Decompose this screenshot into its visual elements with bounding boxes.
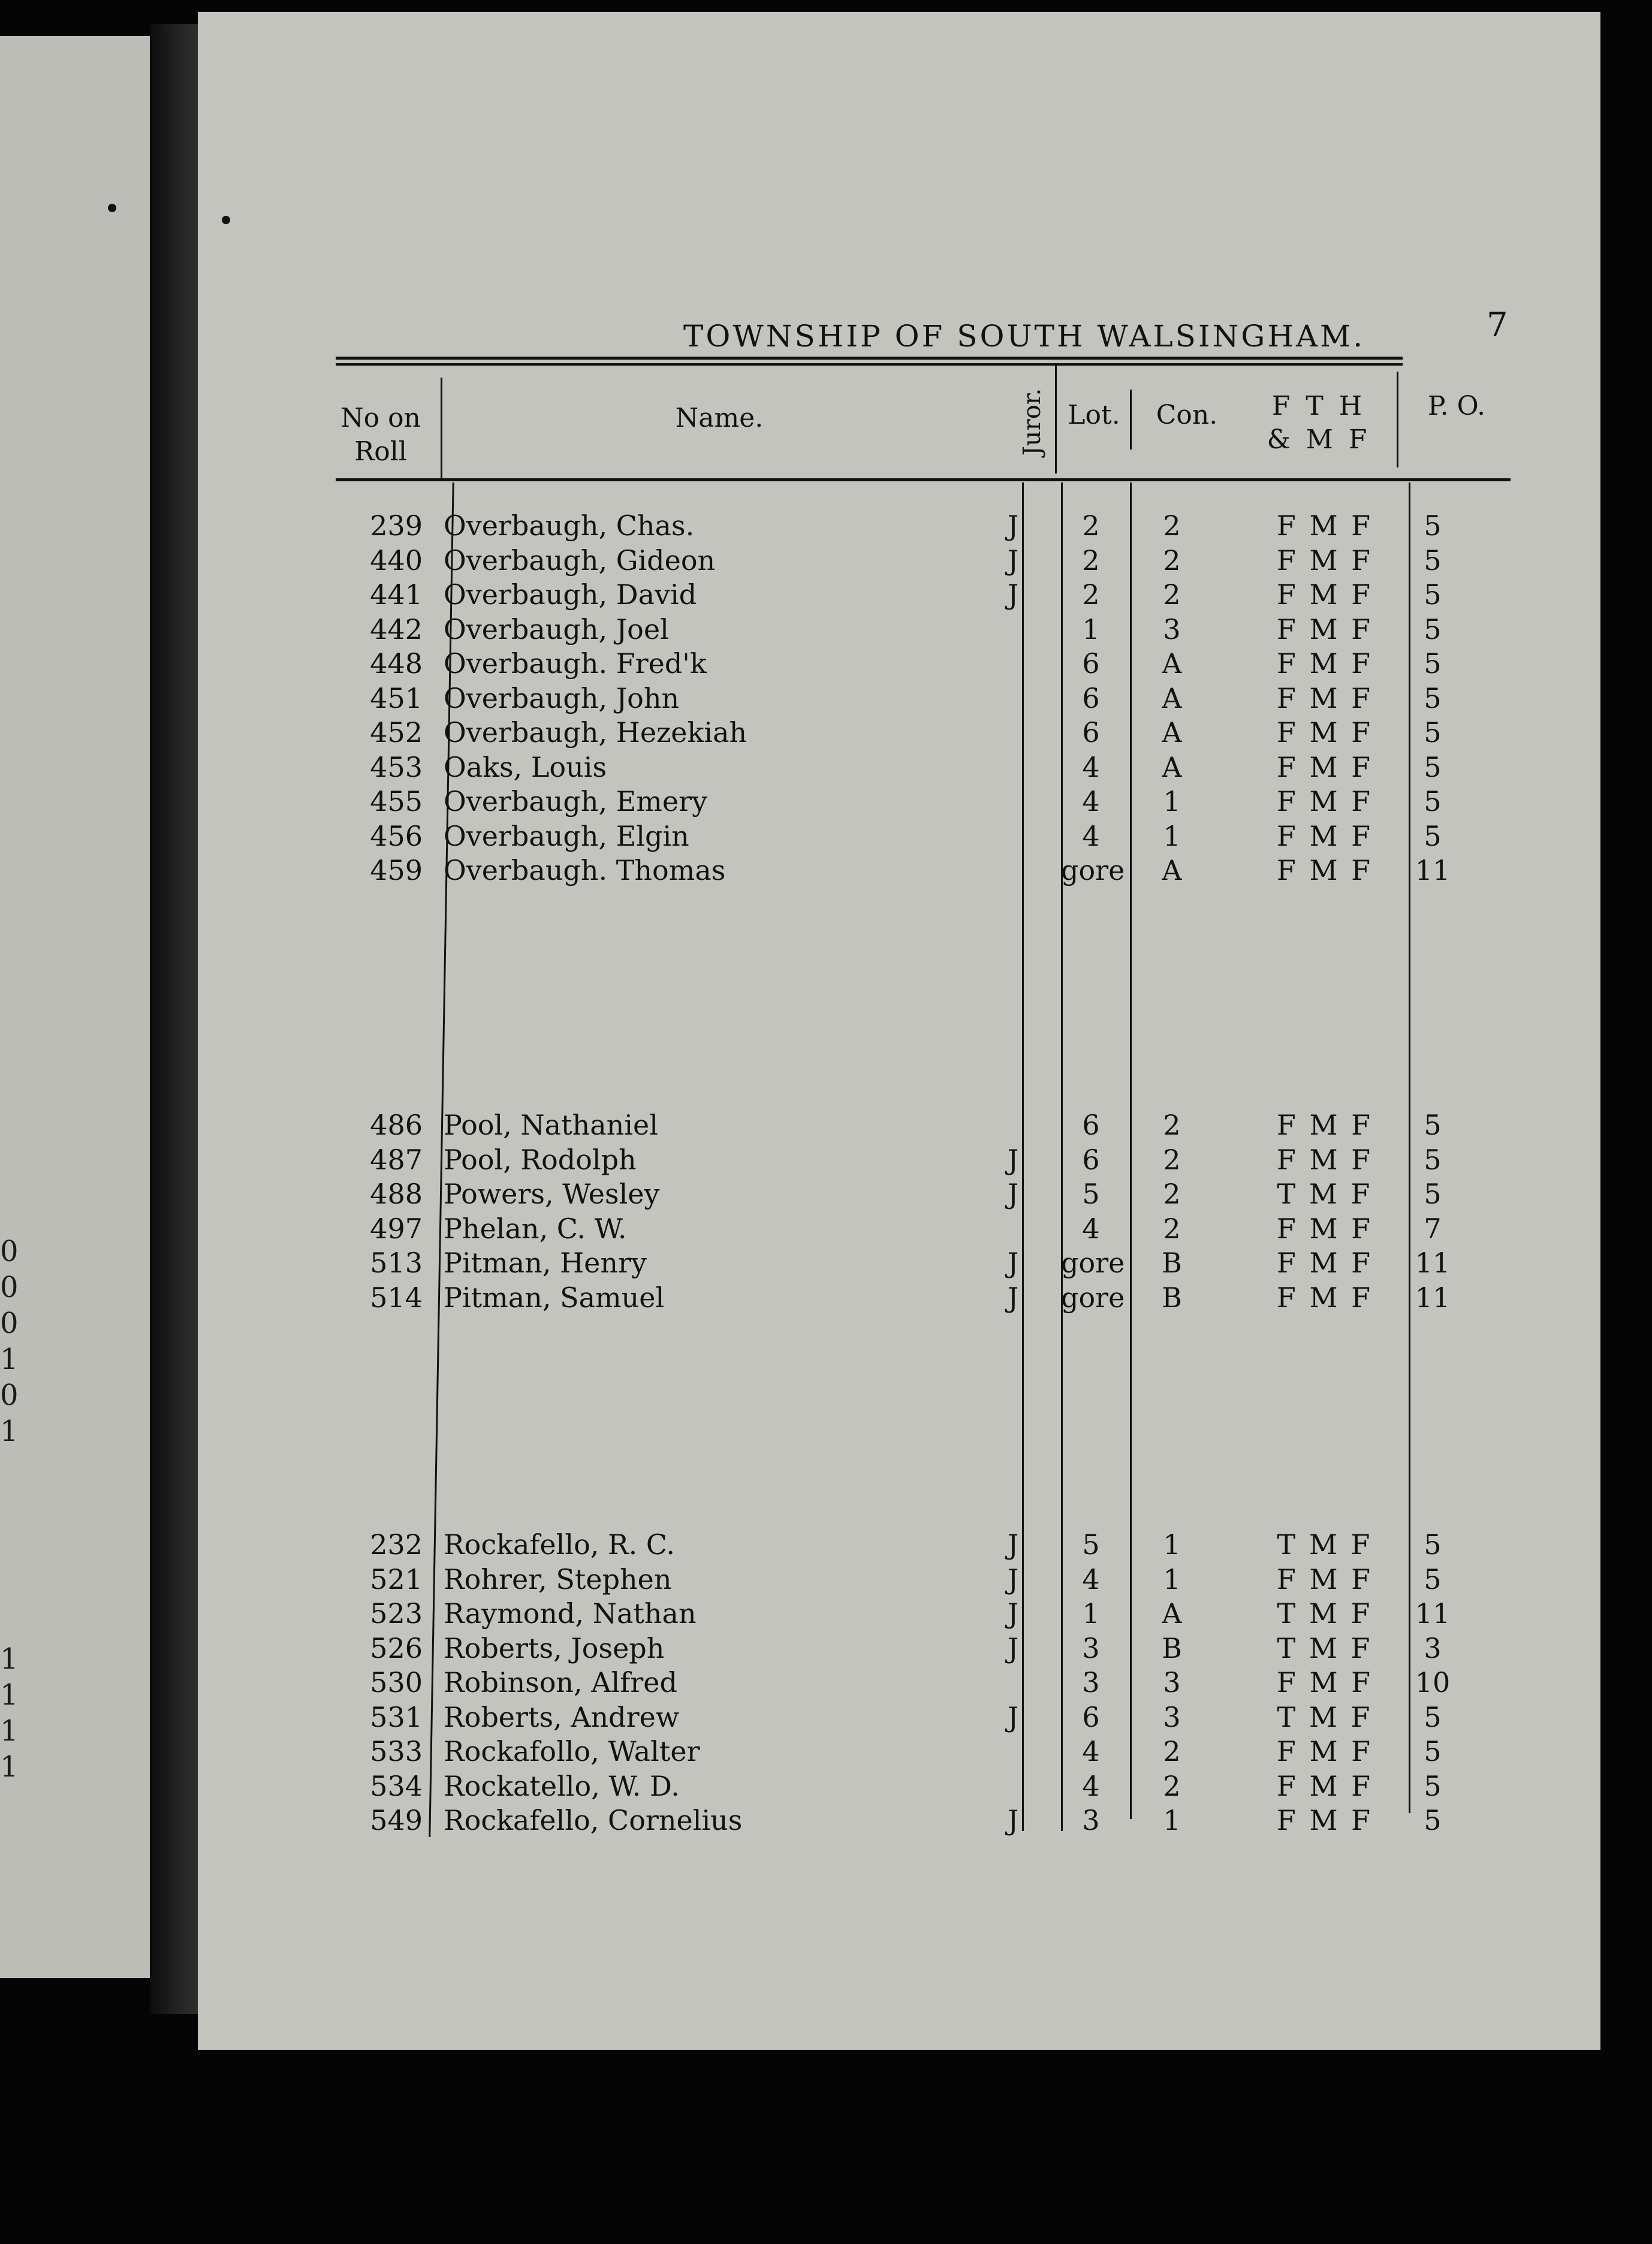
cell-fth: F M F	[1276, 509, 1373, 542]
cell-fth: T M F	[1277, 1597, 1373, 1630]
cell-lot: 6	[1082, 1109, 1100, 1141]
cell-juror: J	[1007, 1804, 1019, 1836]
cell-con: 2	[1163, 578, 1181, 611]
column-header-fth: F T H & M F	[1267, 391, 1371, 455]
cell-roll: 488	[370, 1178, 423, 1210]
cell-fth: F M F	[1276, 1563, 1373, 1595]
cell-con: 2	[1163, 1212, 1181, 1245]
cell-lot: gore	[1061, 1247, 1125, 1279]
cell-roll: 440	[370, 544, 423, 577]
page-title: TOWNSHIP OF SOUTH WALSINGHAM.	[683, 319, 1365, 354]
cell-lot: 1	[1082, 1597, 1100, 1630]
cell-roll: 526	[370, 1631, 423, 1664]
cell-name: Rockafollo, Walter	[444, 1735, 700, 1768]
table-row	[198, 1735, 1600, 1769]
cell-fth: T M F	[1277, 1631, 1373, 1664]
cell-name: Pool, Nathaniel	[444, 1109, 658, 1141]
table-row	[198, 785, 1600, 819]
cell-lot: 4	[1082, 1735, 1100, 1768]
cell-fth: F M F	[1276, 1666, 1373, 1699]
header-rule	[336, 478, 1511, 481]
cell-po: 5	[1424, 750, 1442, 783]
cell-fth: T M F	[1277, 1528, 1373, 1561]
cell-con: 1	[1163, 1804, 1181, 1836]
register-page	[198, 12, 1600, 2050]
cell-roll: 514	[370, 1281, 423, 1314]
cell-lot: 6	[1082, 1700, 1100, 1733]
cell-con: 2	[1163, 1769, 1181, 1802]
cell-con: 2	[1163, 1735, 1181, 1768]
cell-lot: 3	[1082, 1804, 1100, 1836]
cell-name: Roberts, Joseph	[444, 1631, 665, 1664]
table-row	[198, 613, 1600, 647]
cell-juror: J	[1007, 544, 1019, 577]
cell-roll: 452	[370, 716, 423, 749]
cell-fth: F M F	[1276, 1212, 1373, 1245]
cell-con: 2	[1163, 544, 1181, 577]
table-row	[198, 1804, 1600, 1838]
table-row	[198, 716, 1600, 750]
ink-speck	[108, 204, 116, 212]
ink-speck	[222, 216, 230, 224]
cell-po: 7	[1424, 1212, 1442, 1245]
cell-name: Robinson, Alfred	[444, 1666, 677, 1699]
cell-po: 5	[1424, 1700, 1442, 1733]
cell-fth: F M F	[1276, 647, 1373, 680]
cell-lot: 3	[1082, 1631, 1100, 1664]
cell-po: 5	[1424, 1804, 1442, 1836]
cell-name: Oaks, Louis	[444, 750, 607, 783]
cell-roll: 486	[370, 1109, 423, 1141]
cell-name: Overbaugh, Emery	[444, 785, 708, 818]
cell-fth: F M F	[1276, 1109, 1373, 1141]
cell-fth: F M F	[1276, 1804, 1373, 1836]
column-header-po: P. O.	[1427, 391, 1486, 421]
cell-con: B	[1162, 1247, 1182, 1279]
cell-con: 1	[1163, 785, 1181, 818]
table-row	[198, 1109, 1600, 1142]
cell-roll: 239	[370, 509, 423, 542]
cell-name: Rohrer, Stephen	[444, 1563, 672, 1595]
cell-roll: 513	[370, 1247, 423, 1279]
table-row	[198, 751, 1600, 785]
cell-roll: 456	[370, 819, 423, 852]
cell-roll: 521	[370, 1563, 423, 1595]
cell-name: Rockafello, Cornelius	[444, 1804, 743, 1836]
cell-roll: 534	[370, 1769, 423, 1802]
cell-lot: gore	[1061, 1281, 1125, 1314]
cell-juror: J	[1007, 1178, 1019, 1210]
header-divider	[1130, 390, 1132, 450]
cell-lot: 4	[1082, 785, 1100, 818]
title-rule-top	[336, 357, 1403, 360]
cell-fth: F M F	[1276, 1769, 1373, 1802]
cell-po: 10	[1415, 1666, 1451, 1699]
cell-juror: J	[1007, 1281, 1019, 1314]
cell-po: 5	[1424, 1109, 1442, 1141]
cell-po: 11	[1415, 1247, 1451, 1279]
cell-con: 2	[1163, 1143, 1181, 1176]
cell-name: Pitman, Henry	[444, 1247, 647, 1279]
cell-roll: 442	[370, 613, 423, 646]
header-divider	[1397, 372, 1398, 468]
table-row	[198, 509, 1600, 543]
table-row	[198, 1144, 1600, 1177]
cell-juror: J	[1007, 1700, 1019, 1733]
table-row	[198, 647, 1600, 681]
adjacent-page-mark: 0	[0, 1379, 19, 1412]
cell-juror: J	[1007, 1597, 1019, 1630]
cell-roll: 487	[370, 1143, 423, 1176]
cell-roll: 497	[370, 1212, 423, 1245]
table-row	[198, 854, 1600, 888]
cell-po: 5	[1424, 578, 1442, 611]
cell-po: 5	[1424, 1143, 1442, 1176]
table-row	[198, 1247, 1600, 1280]
cell-lot: 6	[1082, 647, 1100, 680]
cell-roll: 530	[370, 1666, 423, 1699]
table-row	[198, 1528, 1600, 1562]
adjacent-page-mark: 0	[0, 1307, 19, 1340]
header-divider	[441, 378, 442, 479]
cell-po: 5	[1424, 1178, 1442, 1210]
cell-con: A	[1162, 681, 1182, 714]
cell-name: Overbaugh, Chas.	[444, 509, 695, 542]
cell-con: 2	[1163, 509, 1181, 542]
adjacent-page-mark: 0	[0, 1271, 19, 1304]
cell-con: A	[1162, 854, 1182, 886]
cell-name: Overbaugh, Hezekiah	[444, 716, 747, 749]
cell-fth: F M F	[1276, 1247, 1373, 1279]
cell-roll: 455	[370, 785, 423, 818]
cell-con: A	[1162, 647, 1182, 680]
cell-juror: J	[1007, 509, 1019, 542]
cell-po: 5	[1424, 1735, 1442, 1768]
cell-fth: F M F	[1276, 578, 1373, 611]
cell-lot: 2	[1082, 578, 1100, 611]
cell-lot: 4	[1082, 1563, 1100, 1595]
cell-name: Roberts, Andrew	[444, 1700, 680, 1733]
cell-roll: 549	[370, 1804, 423, 1836]
cell-lot: 6	[1082, 716, 1100, 749]
cell-po: 5	[1424, 1563, 1442, 1595]
cell-po: 11	[1415, 854, 1451, 886]
cell-po: 5	[1424, 785, 1442, 818]
cell-lot: 3	[1082, 1666, 1100, 1699]
table-row	[198, 1281, 1600, 1315]
cell-name: Powers, Wesley	[444, 1178, 660, 1210]
cell-roll: 441	[370, 578, 423, 611]
cell-juror: J	[1007, 1563, 1019, 1595]
cell-name: Pool, Rodolph	[444, 1143, 637, 1176]
cell-name: Overbaugh. Thomas	[444, 854, 726, 886]
cell-lot: 4	[1082, 750, 1100, 783]
cell-name: Overbaugh. Fred'k	[444, 647, 707, 680]
table-row	[198, 1701, 1600, 1735]
cell-fth: F M F	[1276, 613, 1373, 646]
table-row	[198, 1563, 1600, 1597]
cell-lot: 6	[1082, 681, 1100, 714]
cell-lot: 1	[1082, 613, 1100, 646]
adjacent-page-mark: 1	[0, 1678, 19, 1712]
adjacent-page	[0, 36, 150, 1978]
adjacent-page-mark: 1	[0, 1750, 19, 1784]
adjacent-page-mark: 0	[0, 1235, 19, 1268]
table-row	[198, 820, 1600, 853]
cell-po: 5	[1424, 819, 1442, 852]
cell-po: 5	[1424, 544, 1442, 577]
cell-lot: 6	[1082, 1143, 1100, 1176]
cell-roll: 232	[370, 1528, 423, 1561]
column-header-con: Con.	[1156, 400, 1218, 430]
cell-name: Rockatello, W. D.	[444, 1769, 680, 1802]
cell-roll: 451	[370, 681, 423, 714]
table-row	[198, 1666, 1600, 1700]
cell-con: A	[1162, 716, 1182, 749]
cell-po: 5	[1424, 509, 1442, 542]
cell-po: 5	[1424, 716, 1442, 749]
page-number: 7	[1487, 306, 1508, 345]
table-row	[198, 1632, 1600, 1666]
cell-fth: T M F	[1277, 1700, 1373, 1733]
cell-juror: J	[1007, 578, 1019, 611]
cell-lot: 4	[1082, 1769, 1100, 1802]
cell-lot: 4	[1082, 1212, 1100, 1245]
column-header-lot: Lot.	[1068, 400, 1120, 430]
adjacent-page-mark: 1	[0, 1642, 19, 1676]
table-row	[198, 544, 1600, 578]
cell-po: 11	[1415, 1281, 1451, 1314]
cell-juror: J	[1007, 1528, 1019, 1561]
cell-lot: gore	[1061, 854, 1125, 886]
cell-con: 3	[1163, 1700, 1181, 1733]
cell-con: 2	[1163, 1178, 1181, 1210]
cell-juror: J	[1007, 1143, 1019, 1176]
cell-po: 5	[1424, 1528, 1442, 1561]
column-header-juror: Juror.	[1018, 388, 1046, 456]
cell-po: 5	[1424, 1769, 1442, 1802]
cell-name: Phelan, C. W.	[444, 1212, 627, 1245]
cell-name: Overbaugh, Joel	[444, 613, 669, 646]
cell-name: Overbaugh, Elgin	[444, 819, 689, 852]
cell-lot: 2	[1082, 509, 1100, 542]
cell-lot: 5	[1082, 1178, 1100, 1210]
cell-po: 5	[1424, 613, 1442, 646]
header-divider	[1055, 366, 1057, 473]
cell-con: 1	[1163, 1528, 1181, 1561]
cell-fth: F M F	[1276, 750, 1373, 783]
table-row	[198, 1597, 1600, 1631]
cell-roll: 531	[370, 1700, 423, 1733]
cell-roll: 453	[370, 750, 423, 783]
cell-con: 3	[1163, 613, 1181, 646]
cell-roll: 448	[370, 647, 423, 680]
adjacent-page-mark: 1	[0, 1714, 19, 1748]
cell-po: 3	[1424, 1631, 1442, 1664]
cell-roll: 523	[370, 1597, 423, 1630]
cell-juror: J	[1007, 1631, 1019, 1664]
cell-po: 11	[1415, 1597, 1451, 1630]
cell-con: B	[1162, 1631, 1182, 1664]
cell-juror: J	[1007, 1247, 1019, 1279]
table-row	[198, 1178, 1600, 1211]
cell-name: Pitman, Samuel	[444, 1281, 665, 1314]
cell-name: Overbaugh, Gideon	[444, 544, 716, 577]
cell-con: A	[1162, 1597, 1182, 1630]
cell-name: Overbaugh, David	[444, 578, 697, 611]
table-row	[198, 578, 1600, 612]
cell-po: 5	[1424, 647, 1442, 680]
cell-lot: 5	[1082, 1528, 1100, 1561]
cell-roll: 459	[370, 854, 423, 886]
cell-name: Rockafello, R. C.	[444, 1528, 676, 1561]
cell-con: 3	[1163, 1666, 1181, 1699]
cell-con: B	[1162, 1281, 1182, 1314]
cell-fth: F M F	[1276, 1143, 1373, 1176]
column-header-roll: No on Roll	[340, 403, 421, 467]
cell-name: Raymond, Nathan	[444, 1597, 697, 1630]
table-row	[198, 1770, 1600, 1803]
table-row	[198, 1213, 1600, 1246]
cell-fth: F M F	[1276, 716, 1373, 749]
cell-con: 2	[1163, 1109, 1181, 1141]
cell-fth: F M F	[1276, 785, 1373, 818]
adjacent-page-mark: 1	[0, 1343, 19, 1376]
adjacent-page-mark: 1	[0, 1414, 19, 1448]
title-rule-bottom	[336, 363, 1403, 366]
cell-lot: 4	[1082, 819, 1100, 852]
table-row	[198, 682, 1600, 716]
cell-con: 1	[1163, 1563, 1181, 1595]
cell-fth: F M F	[1276, 854, 1373, 886]
cell-fth: F M F	[1276, 819, 1373, 852]
cell-fth: F M F	[1276, 681, 1373, 714]
cell-fth: F M F	[1276, 544, 1373, 577]
cell-roll: 533	[370, 1735, 423, 1768]
cell-po: 5	[1424, 681, 1442, 714]
cell-name: Overbaugh, John	[444, 681, 680, 714]
cell-fth: F M F	[1276, 1735, 1373, 1768]
cell-fth: T M F	[1277, 1178, 1373, 1210]
cell-lot: 2	[1082, 544, 1100, 577]
cell-con: 1	[1163, 819, 1181, 852]
cell-fth: F M F	[1276, 1281, 1373, 1314]
cell-con: A	[1162, 750, 1182, 783]
column-header-name: Name.	[675, 403, 764, 433]
